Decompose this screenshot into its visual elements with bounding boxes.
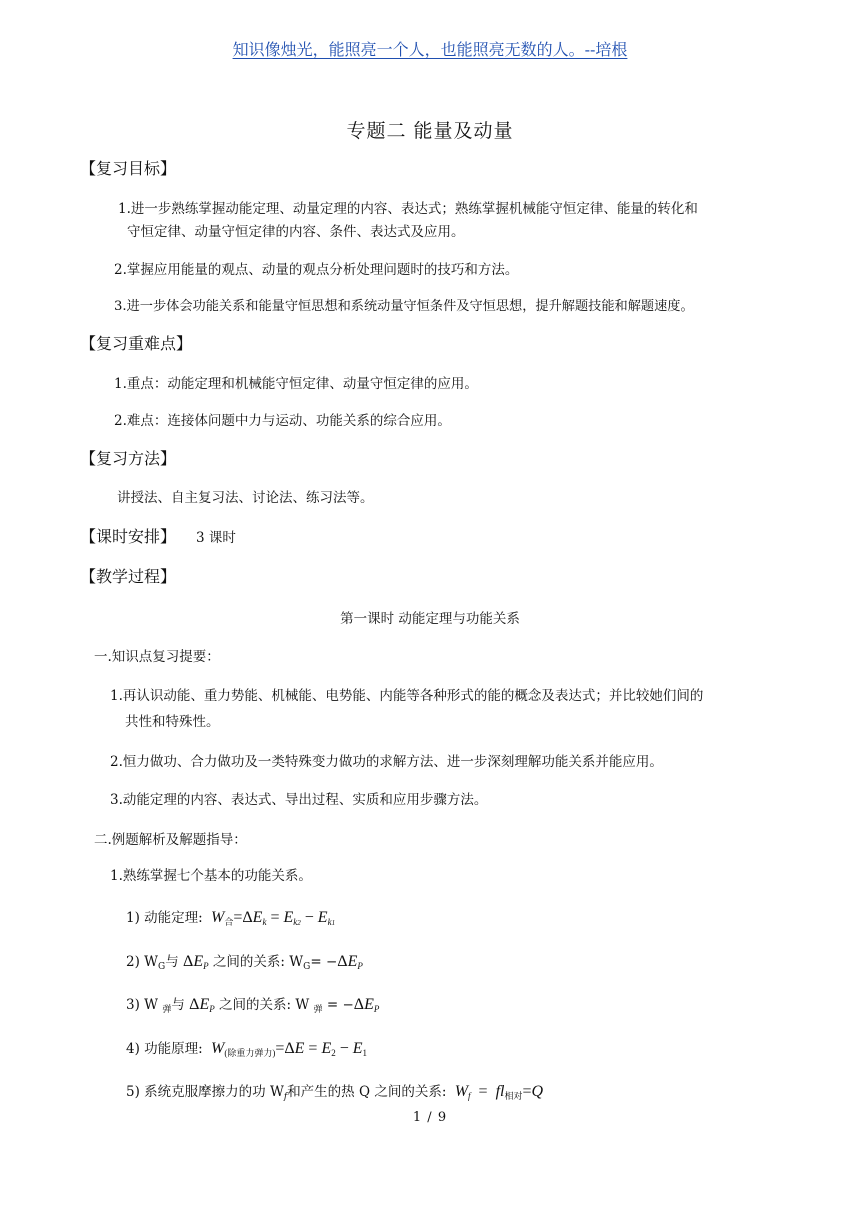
goals-heading: 【复习目标】	[80, 159, 177, 178]
part1-item-1: 1.再认识动能、重力势能、机械能、电势能、内能等各种形式的能的概念及表达式；并比较她们间的	[110, 688, 704, 704]
keypoint-item-2: 2.难点：连接体问题中力与运动、功能关系的综合应用。	[114, 413, 451, 429]
relation-1-label: 1) 动能定理:	[126, 910, 203, 926]
part1-heading: 一.知识点复习提要：	[94, 649, 220, 665]
process-heading: 【教学过程】	[80, 567, 177, 586]
schedule-heading: 【课时安排】	[80, 527, 177, 546]
part1-item-3: 3.动能定理的内容、表达式、导出过程、实质和应用步骤方法。	[110, 792, 488, 808]
part1-item-1-cont: 共性和特殊性。	[125, 714, 220, 730]
header-motto: 知识像烛光，能照亮一个人，也能照亮无数的人。--培根	[232, 40, 628, 59]
method-text: 讲授法、自主复习法、讨论法、练习法等。	[117, 490, 374, 506]
relation-1	[126, 906, 335, 928]
goal-item-1-cont: 守恒定律、动量守恒定律的内容、条件、表达式及应用。	[127, 224, 465, 240]
relation-2: 2) $W_G$与 ΔEP 之间的关系: $W_G= -\Delta EP$	[126, 953, 363, 972]
page-number: 1 / 9	[412, 1110, 448, 1125]
schedule-value: 3 课时	[196, 530, 236, 546]
goal-item-3: 3.进一步体会功能关系和能量守恒思想和系统动量守恒条件及守恒思想，提升解题技能和解题速度。	[114, 299, 694, 314]
kinetic-energy-theorem-formula: $W_合=\Delta Ek = Ek2 - Ek1$	[207, 909, 336, 927]
keypoints-heading: 【复习重难点】	[80, 334, 193, 353]
relation-4: 4) 功能原理: $W_{(除重力弹力)}=\Delta E = E_2 - E_1$	[126, 1040, 368, 1058]
keypoint-item-1: 1.重点：动能定理和机械能守恒定律、动量守恒定律的应用。	[114, 376, 478, 392]
part1-item-2: 2.恒力做功、合力做功及一类特殊变力做功的求解方法、进一步深刻理解功能关系并能应用。	[110, 754, 663, 770]
relation-3: 3) W $_弹$与 ΔEP 之间的关系: W $_弹$ = −ΔEP	[126, 996, 380, 1015]
lesson-subtitle: 第一课时 动能定理与功能关系	[340, 611, 520, 627]
page-title: 专题二 能量及动量	[346, 120, 514, 142]
relation-5: 5) 系统克服摩擦力的功 $W_f$和产生的热 Q 之间的关系: $Wf = fl_{相对}=Q$	[126, 1083, 544, 1102]
method-heading: 【复习方法】	[80, 449, 177, 468]
part2-item-1: 1.熟练掌握七个基本的功能关系。	[110, 868, 312, 884]
goal-item-1: 1.进一步熟练掌握动能定理、动量定理的内容、表达式；熟练掌握机械能守恒定律、能量的转化和	[118, 201, 698, 217]
part2-heading: 二.例题解析及解题指导：	[94, 832, 247, 848]
goal-item-2: 2.掌握应用能量的观点、动量的观点分析处理问题时的技巧和方法。	[114, 262, 519, 278]
